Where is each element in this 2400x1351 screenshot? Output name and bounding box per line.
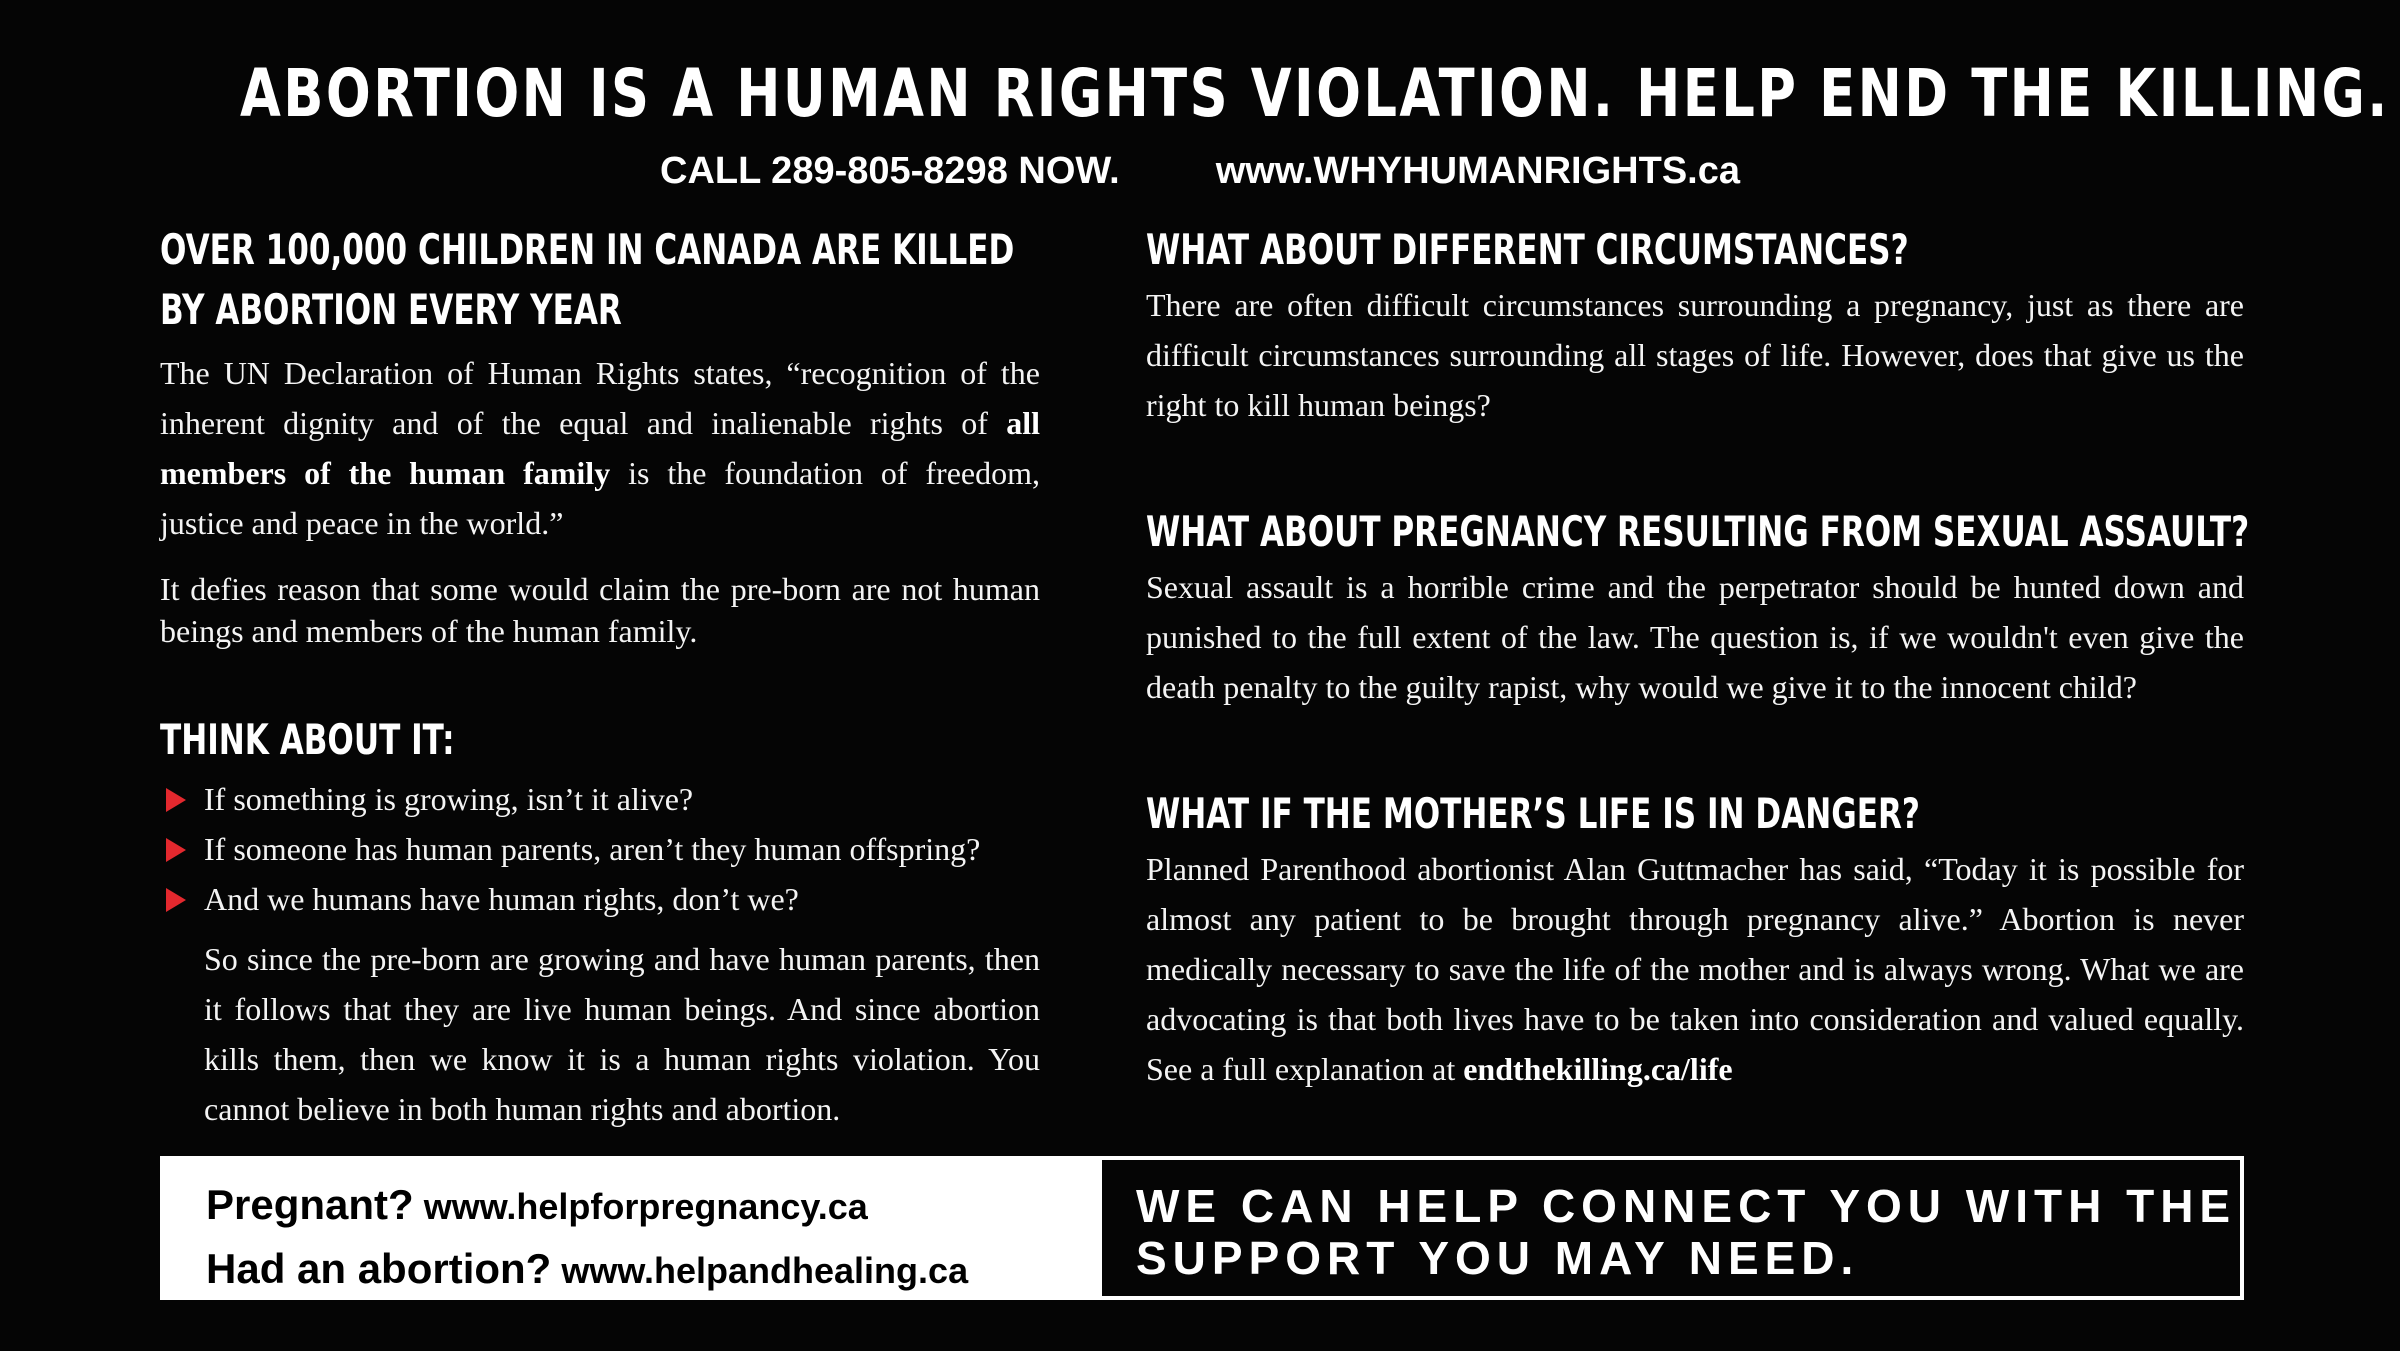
question-title-circumstances: WHAT ABOUT DIFFERENT CIRCUMSTANCES?	[1146, 225, 1909, 274]
answer-circumstances: There are often difficult circumstances surrounding a pregnancy, just as there are difficult circumstances surrounding all stages of life. However, does that give us the right to kill human beings?	[1146, 287, 2244, 423]
right-column	[1146, 220, 2250, 1094]
endthekilling-link[interactable]: endthekilling.ca/life	[1463, 1051, 1733, 1087]
section-title-line-1: OVER 100,000 CHILDREN IN CANADA ARE KILLED	[160, 225, 1015, 274]
call-number: CALL 289-805-8298 NOW.	[660, 150, 1120, 192]
defies-reason-paragraph: It defies reason that some would claim the pre-born are not human beings and members of the human family.	[160, 571, 1040, 649]
healing-help-link[interactable]: www.helpandhealing.ca	[561, 1250, 969, 1291]
headline: ABORTION IS A HUMAN RIGHTS VIOLATION. HELP END THE KILLING.	[240, 55, 2390, 132]
bullet-text: If something is growing, isn’t it alive?	[204, 781, 694, 817]
un-declaration-paragraph	[160, 348, 1040, 548]
un-quote-end: is the foundation of freedom, justice and peace in the world.”	[160, 455, 1041, 541]
bullet-text: And we humans have human rights, don’t we?	[204, 881, 799, 917]
answer-mother-life-text: Planned Parenthood abortionist Alan Guttmacher has said, “Today it is possible for almost any patient to be brought through pregnancy alive.” Abortion is never medically necessary to save the life of the mother and is always wrong. What we are advocating is that both lives have to be taken into consideration and valued equally. See a full explanation at	[1146, 851, 2244, 1087]
website-link[interactable]: www.WHYHUMANRIGHTS.ca	[1215, 150, 1740, 192]
support-message-box	[1098, 1156, 2244, 1300]
bullet-item	[160, 774, 1040, 824]
bullet-item	[160, 824, 1040, 874]
conclusion-paragraph: So since the pre-born are growing and have human parents, then it follows that they are live human beings. And since abortion kills them, then we know it is a human rights violation. You cannot believe in both human rights and abortion.	[204, 941, 1040, 1127]
pregnancy-help-link[interactable]: www.helpforpregnancy.ca	[423, 1186, 868, 1227]
think-bullets	[160, 774, 1040, 924]
contact-line	[0, 150, 2400, 193]
bullet-text: If someone has human parents, aren’t they human offspring?	[204, 831, 981, 867]
red-triangle-icon	[166, 838, 186, 862]
help-links-box	[160, 1156, 1098, 1300]
pregnant-line	[206, 1178, 1098, 1242]
header	[0, 48, 2400, 193]
section-title-killed	[160, 220, 1039, 340]
support-line-1: WE CAN HELP CONNECT YOU WITH THE	[1136, 1180, 2237, 1232]
pregnant-label: Pregnant?	[206, 1181, 414, 1228]
section-title-line-2: BY ABORTION EVERY YEAR	[160, 285, 622, 334]
left-column	[160, 220, 1040, 1134]
answer-mother-life	[1146, 844, 2244, 1094]
red-triangle-icon	[166, 888, 186, 912]
think-about-it-title: THINK ABOUT IT:	[160, 715, 455, 764]
footer-banner	[160, 1156, 2244, 1300]
un-quote-start: The UN Declaration of Human Rights states, “recognition of the inherent dignity and of the equal and inalienable rights of	[160, 355, 1040, 441]
question-title-assault: WHAT ABOUT PREGNANCY RESULTING FROM SEXUAL ASSAULT?	[1146, 507, 2250, 556]
red-triangle-icon	[166, 788, 186, 812]
bullet-item	[160, 874, 1040, 924]
abortion-line	[206, 1242, 1098, 1306]
abortion-label: Had an abortion?	[206, 1245, 552, 1292]
un-quote-emphasis: all members of the human family	[160, 405, 1040, 491]
support-line-2: SUPPORT YOU MAY NEED.	[1136, 1232, 1860, 1284]
answer-assault: Sexual assault is a horrible crime and the perpetrator should be hunted down and punished to the full extent of the law. The question is, if we wouldn't even give the death penalty to the guilty rapist, why would we give it to the innocent child?	[1146, 569, 2244, 705]
question-title-mother-life: WHAT IF THE MOTHER’S LIFE IS IN DANGER?	[1146, 789, 1920, 838]
